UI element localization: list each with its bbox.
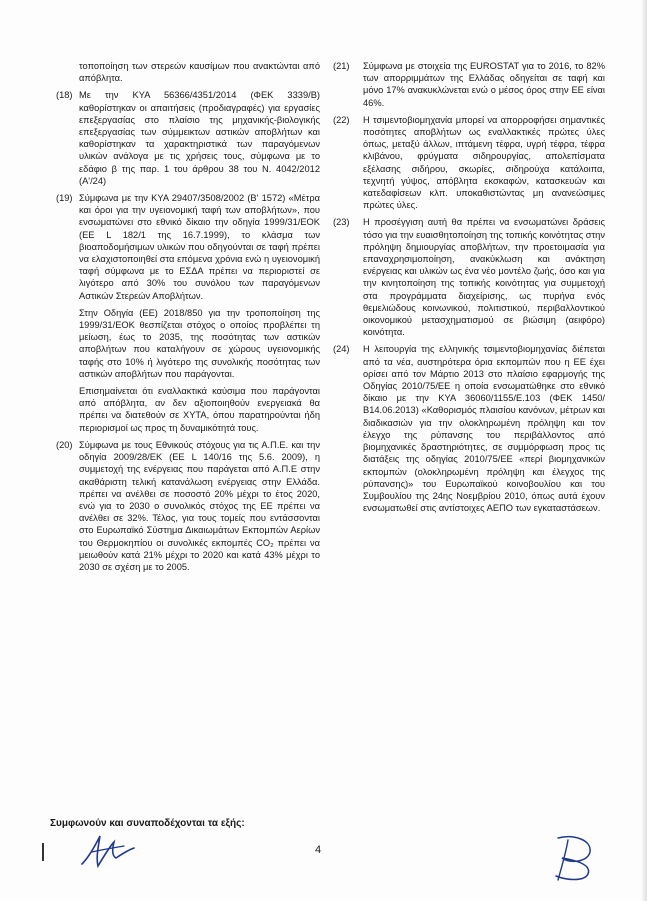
clause-text: Σύμφωνα με την ΚΥΑ 29407/3508/2002 (Β' 1572) «Μέτρα και όροι για την υγειονομική ταφή των αποβλήτων», που ενσωματώνει στο εθνικό δίκαιο την οδηγία 1999/31/ΕΟΚ (ΕΕ L 182/1 της 16.7.1999), το κλάσμα των βιοαποδομήσιμων υλικών που οδηγούνται σε ταφή πρέπει να ελαχιστοποιηθεί στα επόμενα χρόνια ενώ η υγειονομική ταφή σύμφωνα με το ΕΣΔΑ πρέπει να περιοριστεί σε λιγότερο από 30% του συνόλου των παραγόμενων Αστικών Στερεών Αποβλήτων.: [79, 193, 320, 301]
right-column: [333, 60, 605, 519]
clause-20: [50, 439, 320, 573]
clause-text: Σύμφωνα με στοιχεία της EUROSTAT για το 2016, το 82% των απορριμμάτων της Ελλάδας οδηγείται σε ταφή και μόνο 17% ανακυκλώνεται ενώ ο μέσος όρος στην ΕΕ είναι 46%.: [363, 61, 605, 108]
clause-text: Η λειτουργία της ελληνικής τσιμεντοβιομηχανίας διέπεται από τα νέα, αυστηρότερα όρια εκπομπών που η ΕΕ έχει ορίσει από τον Μάρτιο 2013 στο πλαίσιο εφαρμογής της Οδηγίας 2010/75/ΕΕ η οποία ενσωματώθηκε στο εθνικό δίκαιο με την ΚΥΑ 36060/1155/Ε.103 (ΦΕΚ 1450/Β14.06.2013) «Καθορισμός πλαισίου κανόνων, μέτρων και διαδικασιών για την ολοκληρωμένη πρόληψη και τον έλεγχο της ρύπανσης του περιβάλλοντος από βιομηχανικές δραστηριότητες, σε συμμόρφωση προς τις διατάξεις της οδηγίας 2010/75/ΕΕ «περί βιομηχανικών εκπομπών (ολοκληρωμένη πρόληψη και έλεγχος της ρύπανσης)» του Ευρωπαϊκού κοινοβουλίου και του Συμβουλίου της 24ης Νοεμβρίου 2010, όπως αυτά έχουν ενσωματωθεί στις αντίστοιχες ΑΕΠΟ των εγκαταστάσεων.: [363, 344, 605, 514]
clause-18: [50, 89, 320, 187]
clause-number: (24): [333, 344, 350, 355]
clause-number: (19): [56, 193, 73, 204]
clause-number: (18): [56, 90, 73, 101]
clause-19: [50, 192, 320, 302]
signature-left: [78, 828, 136, 872]
clause-number: (20): [56, 439, 73, 450]
clause-21: [333, 60, 605, 109]
clause-text: Η προσέγγιση αυτή θα πρέπει να ενσωματώνει δράσεις τόσο για την ευαισθητοποίηση της τοπικής κοινότητας στην πρόληψη δημιουργίας αποβλήτων, την προετοιμασία για επαναχρησιμοποίηση, ανακύκλωση και ανάκτηση ενέργειας και υλικών ως ένα νέο μοντέλο ζωής, όσο και για την κινητοποίηση της τοπικής κοινότητας για συμμετοχή στα προγράμματα διαχείρισης, ως πυρήνα ενός θεμελιώδους κοινωνικού, πολιτιστικού, περιβαλλοντικού οικονομικού μετασχηματισμού σε βιώσιμη (αειφόρο) κοινότητα.: [363, 217, 605, 338]
signature-right: [548, 832, 598, 884]
clause-24: [333, 343, 605, 514]
clause-number: (22): [333, 114, 350, 125]
page-edge-shadow: [641, 0, 647, 901]
clause-number: (21): [333, 61, 350, 71]
clause-number: (23): [333, 217, 350, 228]
clause-text: Σύμφωνα με τους Εθνικούς στόχους για τις Α.Π.Ε. και την οδηγία 2009/28/ΕΚ (ΕΕ L 140/16 της 5.6. 2009), η συμμετοχή της ενέργειας που παράγεται από Α.Π.Ε στην ακαθάριστη τελική κατανάλωση ενέργειας στην Ελλάδα. πρέπει να ανέλθει σε ποσοστό 20% μέχρι το έτος 2020, ενώ για το 2030 ο συνολικός στόχος της ΕΕ πρέπει να ανέλθει σε 32%. Τέλος, για τους τομείς που εντάσσονται στο Ευρωπαϊκό Σύστημα Δικαιωμάτων Εκπομπών Αερίων του Θερμοκηπίου οι συνολικές εκπομπές CO₂ πρέπει να μειωθούν κατά 21% μέχρι το 2020 και κατά 43% μέχρι το 2030 σε σχέση με το 2005.: [79, 439, 320, 572]
left-column: [50, 60, 320, 578]
clause-23: [333, 216, 605, 338]
agreement-heading: Συμφωνούν και συναποδέχονται τα εξής:: [50, 818, 245, 829]
clause-text: Η τσιμεντοβιομηχανία μπορεί να απορροφήσει σημαντικές ποσότητες αποβλήτων ως εναλλακτικές πρώτες ύλες όπως, μεταξύ άλλων, ιπτάμενη τέφρα, υγρή τέφρα, τέφρα κλιβάνου, φρύγματα σιδηρουργίας, απολεπίσματα εξέλασης σιδήρου, σκωρίες, σιδηρούχα κατάλοιπα, τεχνητή γύψος, απόβλητα εκσκαφών, κατασκευών και κατεδαφίσεων κλπ. υποκαθιστώντας μη ανανεώσιμες πρώτες ύλες.: [363, 114, 605, 211]
clause-19-paragraph-c: Επισημαίνεται ότι εναλλακτικά καύσιμα που παράγονται από απόβλητα, αν δεν αξιοποιηθούν ενεργειακά θα πρέπει να διατεθούν σε ΧΥΤΑ, όπου παρατηρούνται ήδη περιορισμοί ως προς τη δυναμικότητά τους.: [79, 386, 320, 433]
paragraph-17-tail: τοποποίηση των στερεών καυσίμων που ανακτώνται από απόβλητα.: [79, 61, 320, 84]
margin-mark: [42, 843, 44, 861]
clause-19-paragraph-b: Στην Οδηγία (ΕΕ) 2018/850 για την τροποποίηση της 1999/31/ΕΟΚ θεσπίζεται στόχος ο οποίος προβλέπει τη μείωση, έως το 2035, της ποσότητας των αστικών αποβλήτων που καταλήγουν σε χώρους υγειονομικής ταφής στο 10% ή λιγότερο της συνολικής ποσότητας των αστικών αποβλήτων που παράγονται.: [79, 307, 320, 379]
page-number: 4: [315, 844, 322, 856]
clause-22: [333, 114, 605, 212]
clause-text: Με την ΚΥΑ 56366/4351/2014 (ΦΕΚ 3339/Β) καθορίστηκαν οι απαιτήσεις (προδιαγραφές) για εργασίες επεξεργασίας στο πλαίσιο της μηχανικής-βιολογικής επεξεργασίας των σύμμεικτων αστικών αποβλήτων και καθορίστηκαν τα χαρακτηριστικά των παραγόμενων υλικών ανάλογα με τις χρήσεις τους, σύμφωνα με το εδάφιο β της παρ. 1 του άρθρου 38 του Ν. 4042/2012 (Α'/24): [79, 90, 320, 186]
